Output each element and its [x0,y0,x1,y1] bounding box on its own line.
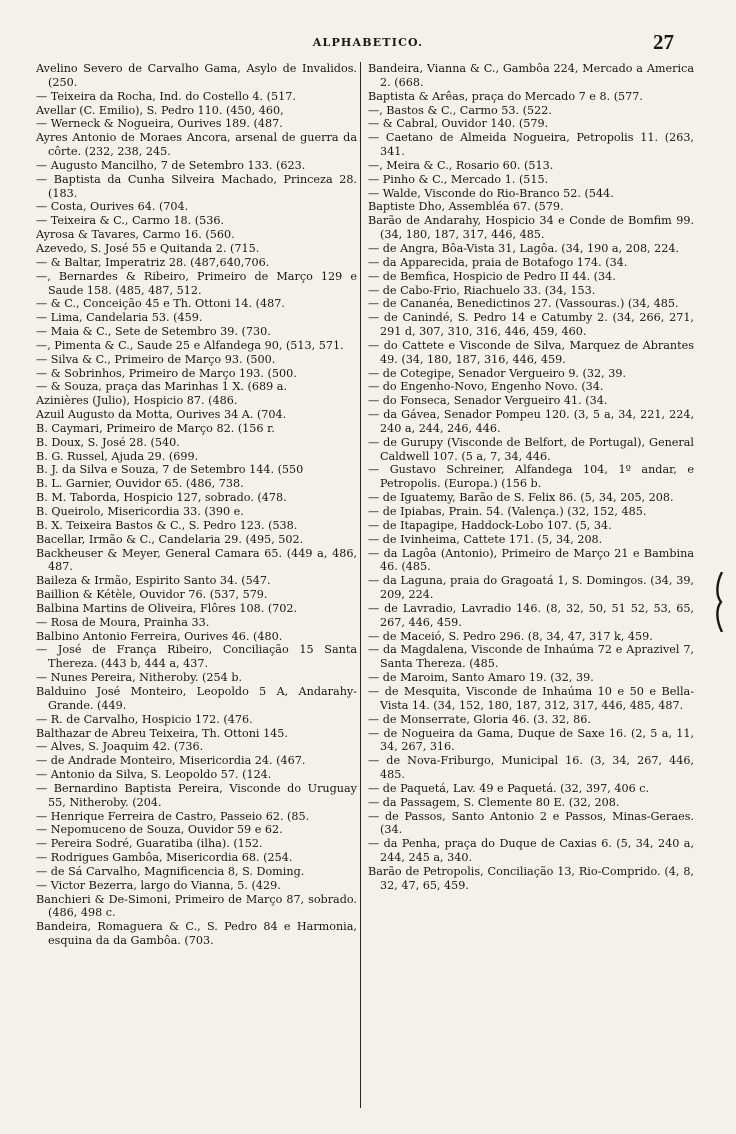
directory-entry: — Baptista da Cunha Silveira Machado, Princeza 28. (183. [36,172,357,200]
directory-entry: — & Sobrinhos, Primeiro de Março 193. (500. [36,366,297,380]
directory-entry: — Rodrigues Gambôa, Misericordia 68. (254. [36,851,293,865]
directory-entry: B. M. Taborda, Hospicio 127, sobrado. (478. [36,491,287,505]
directory-entry: — & Souza, praça das Marinhas 1 X. (689 a. [36,380,288,394]
directory-entry: Azinières (Julio), Hospicio 87. (486. [36,394,238,408]
directory-entry: —, Meira & C., Rosario 60. (513. [368,158,554,172]
directory-entry: — de Paquetá, Lav. 49 e Paquetá. (32, 397, 406 c. [368,781,650,795]
directory-entry: —, Bastos & C., Carmo 53. (522. [368,103,552,117]
page-number: 27 [653,30,674,54]
directory-entry: — Antonio da Silva, S. Leopoldo 57. (124. [36,768,272,782]
directory-entry: B. Caymari, Primeiro de Março 82. (156 r. [36,421,275,435]
directory-entry: Bandeira, Vianna & C., Gambôa 224, Mercado a America 2. (668. [368,62,694,89]
directory-entry: — Bernardino Baptista Pereira, Visconde do Uruguay 55, Nitheroby. (204. [36,781,357,809]
directory-entry: — de Lavradio, Lavradio 146. (8, 32, 50, 51 52, 53, 65, 267, 446, 459. [368,601,694,629]
directory-entry: — de Cabo-Frio, Riachuelo 33. (34, 153. [368,283,596,297]
directory-entry: Ayrosa & Tavares, Carmo 16. (560. [36,228,235,242]
directory-entry: — Costa, Ourives 64. (704. [36,200,189,214]
directory-entry: B. X. Teixeira Bastos & C., S. Pedro 123. (538. [36,518,298,532]
directory-entry: — da Laguna, praia do Gragoatá 1, S. Domingos. (34, 39, 209, 224. [368,574,694,602]
directory-entry: Baptiste Dho, Assembléa 67. (579. [368,200,564,214]
directory-entry: Ayres Antonio de Moraes Ancora, arsenal de guerra da côrte. (232, 238, 245. [36,131,357,159]
directory-entry: — de Andrade Monteiro, Misericordia 24. (467. [36,754,306,768]
directory-entry: — Teixeira & C., Carmo 18. (536. [36,214,225,228]
directory-entry: — do Fonseca, Senador Vergueiro 41. (34. [368,394,608,408]
running-title: ALPHABETICO. [312,36,424,49]
directory-entry: — Werneck & Nogueira, Ourives 189. (487. [36,117,283,131]
directory-entry: — do Cattete e Visconde de Silva, Marquez de Abrantes 49. (34, 180, 187, 316, 446, 459. [368,338,694,366]
directory-entry: — de Nogueira da Gama, Duque de Saxe 16. (2, 5 a, 11, 34, 267, 316. [368,726,694,754]
directory-entry: — de Angra, Bôa-Vista 31, Lagôa. (34, 190 a, 208, 224. [368,241,680,255]
directory-entry: Barão de Petropolis, Conciliação 13, Rio-Comprido. (4, 8, 32, 47, 65, 459. [368,864,694,892]
directory-entry: Barão de Andarahy, Hospicio 34 e Conde de Bomfim 99. (34, 180, 187, 317, 446, 485. [368,214,694,242]
directory-entry: Backheuser & Meyer, General Camara 65. (449 a, 486, 487. [36,546,357,574]
directory-entry: — Lima, Candelaria 53. (459. [36,311,203,325]
directory-entry: B. Doux, S. José 28. (540. [36,435,180,449]
directory-entry: B. J. da Silva e Souza, 7 de Setembro 144. (550 [36,463,304,477]
directory-entry: — José de França Ribeiro, Conciliação 15 Santa Thereza. (443 b, 444 a, 437. [36,643,357,671]
directory-entry: — de Gurupy (Visconde de Belfort, de Portugal), General Caldwell 107. (5 a, 7, 34, 446. [368,435,694,463]
directory-entry: — de Maroim, Santo Amaro 19. (32, 39. [368,671,594,685]
directory-entry: — da Gávea, Senador Pompeu 120. (3, 5 a, 34, 221, 224, 240 a, 244, 246, 446. [368,408,694,435]
directory-entry: — Alves, S. Joaquim 42. (736. [36,740,204,754]
column-divider [360,62,361,1108]
directory-entry: — de Cananéa, Benedictinos 27. (Vassouras.) (34, 485. [368,297,679,311]
directory-entry: — & Cabral, Ouvidor 140. (579. [368,117,549,131]
directory-entry: Bandeira, Romaguera & C., S. Pedro 84 e Harmonia, esquina da da Gambôa. (703. [36,920,357,948]
directory-entry: — de Passos, Santo Antonio 2 e Passos, Minas-Geraes. (34. [368,809,694,837]
directory-entry: — Henrique Ferreira de Castro, Passeio 62. (85. [36,809,310,823]
directory-entry: — R. de Carvalho, Hospicio 172. (476. [36,712,253,726]
page-header [0,30,736,58]
directory-entry: — Pereira Sodré, Guaratiba (ilha). (152. [36,837,263,851]
binding-mark-icon [715,572,724,632]
directory-entry: — de Iguatemy, Barão de S. Felix 86. (5, 34, 205, 208. [368,491,674,505]
directory-entry: — de Mesquita, Visconde de Inhaúma 10 e 50 e Bella-Vista 14. (34, 152, 180, 187, 312, 317, 446, 485, 487. [368,684,694,712]
directory-entry: Baptista & Arêas, praça do Mercado 7 e 8. (577. [368,89,643,103]
directory-entry: B. L. Garnier, Ouvidor 65. (486, 738. [36,477,244,491]
directory-entry: — de Sá Carvalho, Magnificencia 8, S. Doming. [36,864,305,878]
directory-entry: — Augusto Mancilho, 7 de Setembro 133. (623. [36,158,306,172]
directory-entry: — de Ipiabas, Prain. 54. (Valença.) (32, 152, 485. [368,505,647,518]
directory-entry: Banchieri & De-Simoni, Primeiro de Março 87, sobrado. (486, 498 c. [36,892,357,920]
directory-entry: — Caetano de Almeida Nogueira, Petropolis 11. (263, 341. [368,131,694,159]
directory-entry: — Victor Bezerra, largo do Vianna, 5. (429. [36,878,281,892]
directory-entry: Balthazar de Abreu Teixeira, Th. Ottoni 145. [36,726,288,740]
directory-entry: Balbino Antonio Ferreira, Ourives 46. (480. [36,629,283,643]
directory-entry: — da Magdalena, Visconde de Inhaúma 72 e Aprazivel 7, Santa Thereza. (485. [368,643,694,671]
directory-entry: — de Bemfica, Hospicio de Pedro II 44. (34. [368,269,616,283]
directory-entry: — de Itapagipe, Haddock-Lobo 107. (5, 34. [368,518,612,532]
directory-entry: — de Maceió, S. Pedro 296. (8, 34, 47, 317 k, 459. [368,629,653,643]
directory-entry: Bacellar, Irmão & C., Candelaria 29. (495, 502. [36,532,304,546]
left-column [36,62,357,948]
directory-entry: — Pinho & C., Mercado 1. (515. [368,172,549,186]
directory-entry: Baillion & Kétèle, Ouvidor 76. (537, 579. [36,588,268,602]
directory-entry: — da Apparecida, praia de Botafogo 174. (34. [368,255,628,269]
directory-entry: — Maia & C., Sete de Setembro 39. (730. [36,325,271,339]
directory-entry: B. Queirolo, Misericordia 33. (390 e. [36,505,244,518]
directory-entry: Avellar (C. Emilio), S. Pedro 110. (450, 460, [36,103,284,117]
directory-entry: Baileza & Irmão, Espirito Santo 34. (547. [36,574,271,588]
directory-entry: — Gustavo Schreiner, Alfandega 104, 1º andar, e Petropolis. (Europa.) (156 b. [368,463,694,491]
directory-entry: —, Bernardes & Ribeiro, Primeiro de Março 129 e Saude 158. (485, 487, 512. [36,269,357,297]
directory-entry: Avelino Severo de Carvalho Gama, Asylo de Invalidos. (250. [36,62,357,89]
directory-entry: —, Pimenta & C., Saude 25 e Alfandega 90, (513, 571. [36,338,344,352]
directory-entry: — de Monserrate, Gloria 46. (3. 32, 86. [368,712,591,726]
directory-entry: Balduino José Monteiro, Leopoldo 5 A, Andarahy-Grande. (449. [36,684,357,712]
directory-entry: — de Canindé, S. Pedro 14 e Catumby 2. (34, 266, 271, 291 d, 307, 310, 316, 446, 459, 460. [368,311,694,339]
directory-entry: — de Ivinheima, Cattete 171. (5, 34, 208. [368,532,603,546]
directory-entry: Balbina Martins de Oliveira, Flôres 108. (702. [36,601,298,615]
directory-entry: — da Penha, praça do Duque de Caxias 6. (5, 34, 240 a, 244, 245 a, 340. [368,837,694,865]
directory-entry: — & Baltar, Imperatriz 28. (487,640,706. [36,255,270,269]
directory-entry: — Nunes Pereira, Nitheroby. (254 b. [36,671,243,685]
directory-entry: — da Lagôa (Antonio), Primeiro de Março 21 e Bambina 46. (485. [368,546,694,574]
directory-entry: — & C., Conceição 45 e Th. Ottoni 14. (487. [36,297,285,311]
directory-entry: Azuil Augusto da Motta, Ourives 34 A. (704. [36,408,287,422]
directory-entry: — da Passagem, S. Clemente 80 E. (32, 208. [368,795,620,809]
directory-entry: — de Nova-Friburgo, Municipal 16. (3, 34, 267, 446, 485. [368,754,694,782]
directory-entry: — Rosa de Moura, Prainha 33. [36,615,210,629]
directory-entry: — Teixeira da Rocha, Ind. do Costello 4. (517. [36,89,296,103]
directory-entry: B. G. Russel, Ajuda 29. (699. [36,449,199,463]
directory-entry: — Silva & C., Primeiro de Março 93. (500. [36,352,276,366]
right-column [368,62,694,893]
directory-entry: — de Cotegipe, Senador Vergueiro 9. (32, 39. [368,366,627,380]
directory-entry: Azevedo, S. José 55 e Quitanda 2. (715. [36,241,260,255]
directory-entry: — Walde, Visconde do Rio-Branco 52. (544. [368,186,614,200]
directory-entry: — do Engenho-Novo, Engenho Novo. (34. [368,380,604,394]
directory-entry: — Nepomuceno de Souza, Ouvidor 59 e 62. [36,823,283,837]
